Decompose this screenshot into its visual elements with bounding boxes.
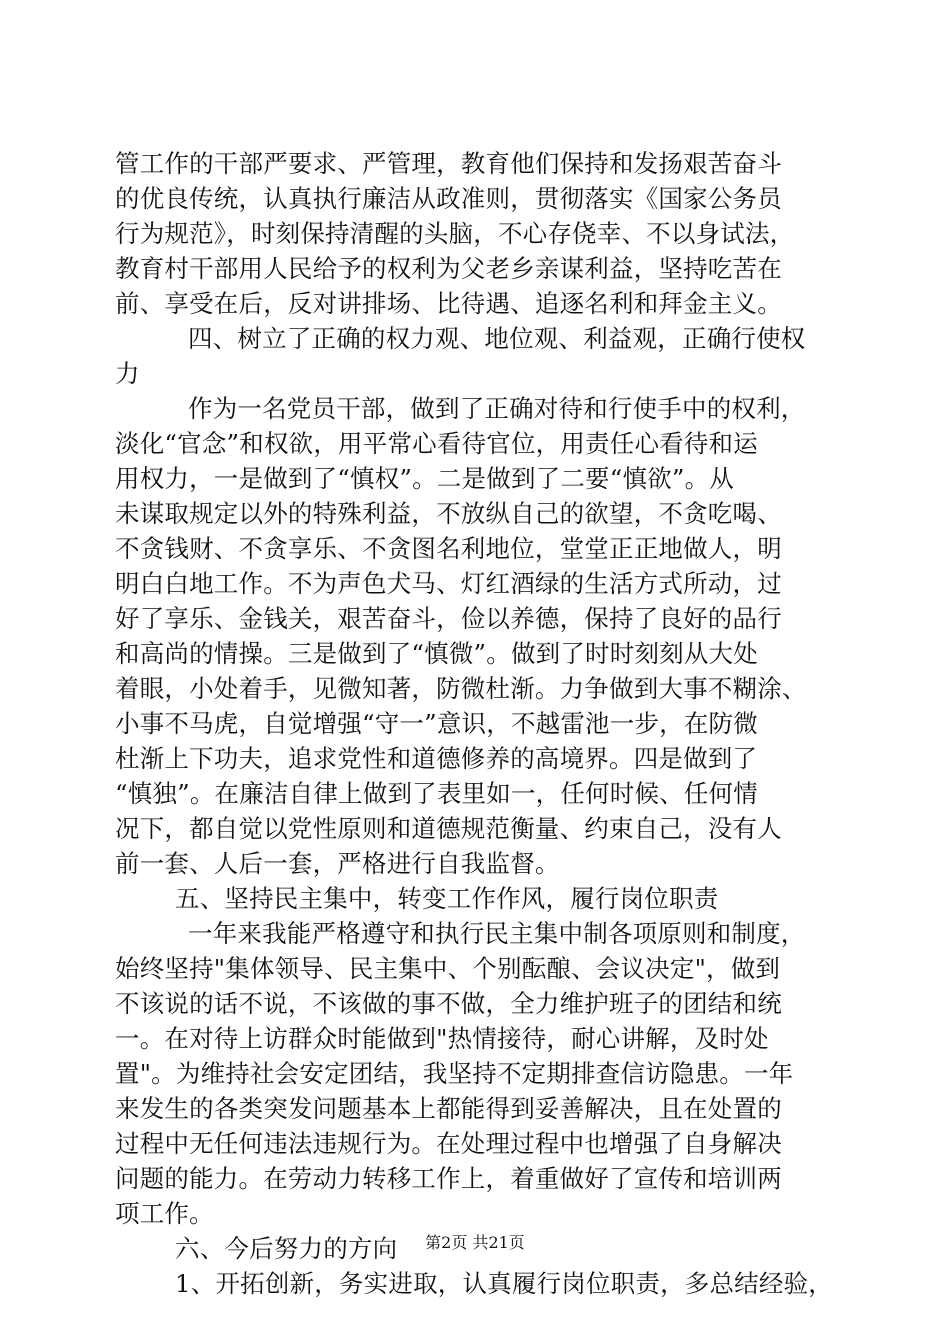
section-heading-4-continued: 力 <box>115 359 140 388</box>
body-line: 问题的能力。在劳动力转移工作上，着重做好了宣传和培训两 <box>115 1164 782 1193</box>
body-line: 一。在对待上访群众时能做到"热情接待，耐心讲解，及时处 <box>115 1024 769 1053</box>
body-line: 好了享乐、金钱关，艰苦奋斗，俭以养德，保持了良好的品行 <box>115 604 782 633</box>
body-line: 始终坚持"集体领导、民主集中、个别酝酿、会议决定"，做到 <box>115 954 781 983</box>
body-line: 不贪钱财、不贪享乐、不贪图名利地位，堂堂正正地做人，明 <box>115 534 782 563</box>
body-line: 项工作。 <box>115 1199 214 1228</box>
body-line: 来发生的各类突发问题基本上都能得到妥善解决，且在处置的 <box>115 1094 782 1123</box>
body-line: 前、享受在后，反对讲排场、比待遇、追逐名利和拜金主义。 <box>115 289 782 318</box>
body-line: 作为一名党员干部，做到了正确对待和行使手中的权利， <box>188 394 806 423</box>
body-line: 杜渐上下功夫，追求党性和道德修养的高境界。四是做到了 <box>115 744 758 773</box>
body-line: 况下，都自觉以党性原则和道德规范衡量、约束自己，没有人 <box>115 814 782 843</box>
body-line: 和高尚的情操。三是做到了“慎微”。做到了时时刻刻从大处 <box>115 639 758 668</box>
section-heading-5: 五、坚持民主集中，转变工作作风，履行岗位职责 <box>175 884 719 913</box>
body-line: 过程中无任何违法违规行为。在处理过程中也增强了自身解决 <box>115 1129 782 1158</box>
section-heading-4: 四、树立了正确的权力观、地位观、利益观，正确行使权 <box>188 324 806 353</box>
document-body <box>115 146 845 1301</box>
body-line: 的优良传统，认真执行廉洁从政准则，贯彻落实《国家公务员 <box>115 184 782 213</box>
body-line: 小事不马虎，自觉增强“守一”意识，不越雷池一步，在防微 <box>115 709 758 738</box>
body-line: 未谋取规定以外的特殊利益，不放纵自己的欲望，不贪吃喝、 <box>115 499 782 528</box>
page-number-footer: 第2页 共21页 <box>425 1233 525 1252</box>
body-line: 教育村干部用人民给予的权利为父老乡亲谋利益，坚持吃苦在 <box>115 254 782 283</box>
body-line: 淡化“官念”和权欲，用平常心看待官位，用责任心看待和运 <box>115 429 758 458</box>
body-line: 置"。为维持社会安定团结，我坚持不定期排查信访隐患。一年 <box>115 1059 794 1088</box>
body-line: 行为规范》，时刻保持清醒的头脑，不心存侥幸、不以身试法， <box>115 219 795 248</box>
body-line: 用权力，一是做到了“慎权”。二是做到了二要“慎欲”。从 <box>115 464 734 493</box>
body-line: “慎独”。在廉洁自律上做到了表里如一，任何时候、任何情 <box>115 779 758 808</box>
body-line: 不该说的话不说，不该做的事不做，全力维护班子的团结和统 <box>115 989 782 1018</box>
body-line: 明白白地工作。不为声色犬马、灯红酒绿的生活方式所动，过 <box>115 569 782 598</box>
body-line: 1、开拓创新，务实进取，认真履行岗位职责，多总结经验， <box>175 1269 833 1298</box>
body-line: 一年来我能严格遵守和执行民主集中制各项原则和制度， <box>188 919 806 948</box>
body-line: 前一套、人后一套，严格进行自我监督。 <box>115 849 560 878</box>
body-line: 着眼，小处着手，见微知著，防微杜渐。力争做到大事不糊涂、 <box>115 674 807 703</box>
body-line: 管工作的干部严要求、严管理，教育他们保持和发扬艰苦奋斗 <box>115 149 782 178</box>
section-heading-6: 六、今后努力的方向 <box>175 1234 398 1263</box>
